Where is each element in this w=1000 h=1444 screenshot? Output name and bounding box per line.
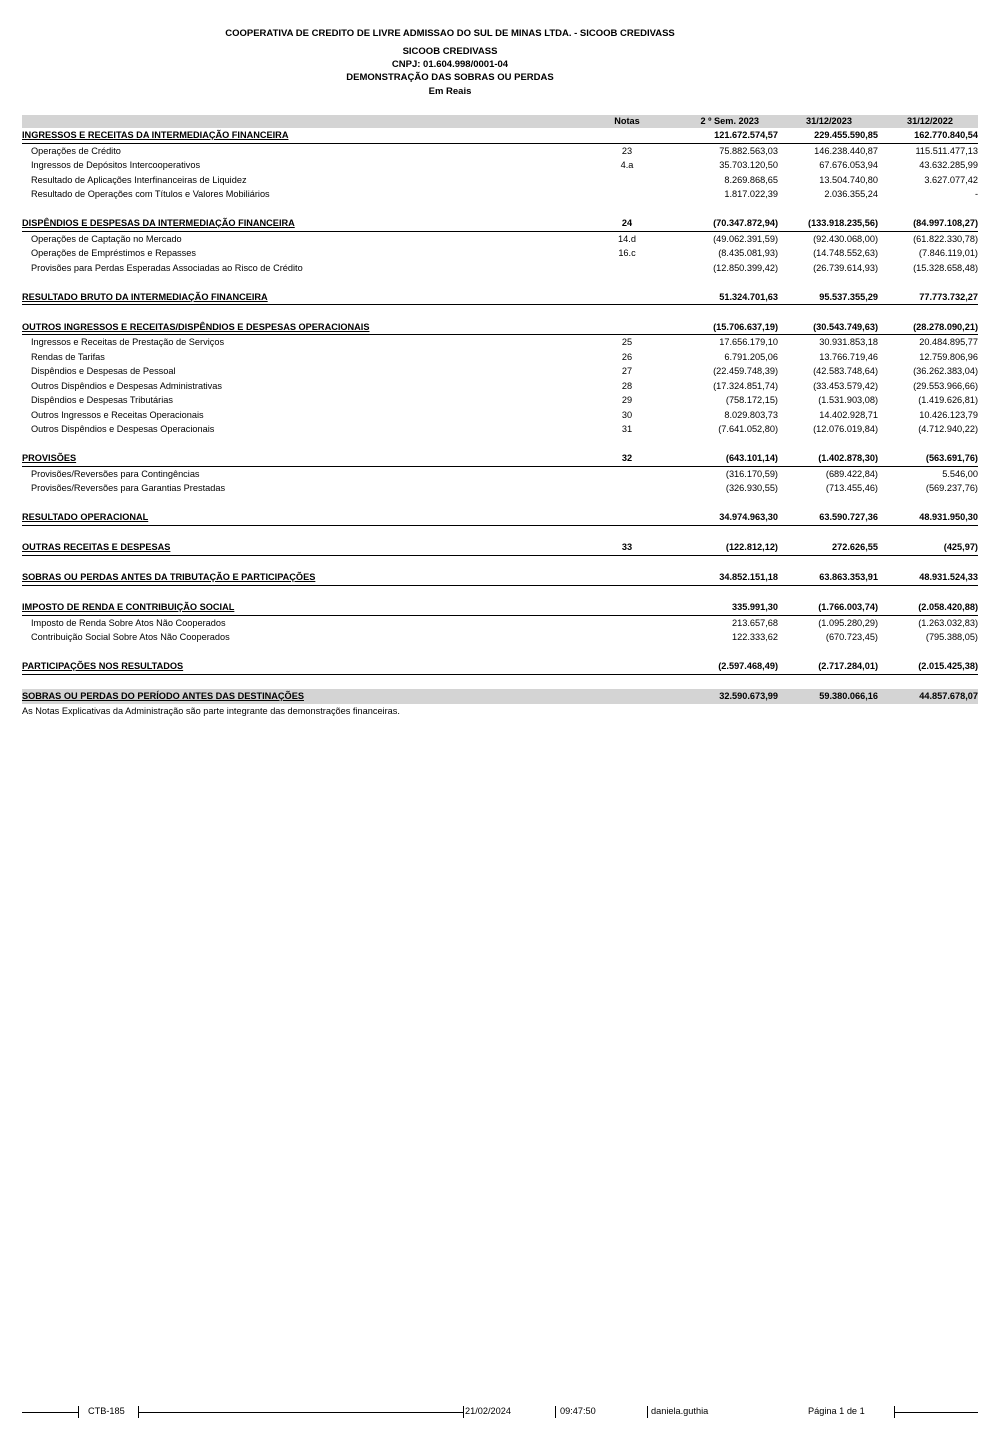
income-statement-table bbox=[22, 115, 978, 718]
footnote-row bbox=[22, 704, 978, 719]
value-2022-12-31: (36.262.383,04) bbox=[913, 366, 978, 376]
row-spacer bbox=[22, 305, 978, 320]
line-item-row bbox=[22, 630, 978, 645]
row-note: 25 bbox=[621, 337, 633, 347]
row-spacer bbox=[22, 275, 978, 290]
line-item-row bbox=[22, 616, 978, 631]
row-label: Ingressos e Receitas de Prestação de Serviços bbox=[31, 337, 225, 347]
row-label: Outros Dispêndios e Despesas Administrativas bbox=[31, 380, 222, 391]
row-note: 33 bbox=[621, 542, 633, 552]
value-2023-12-31: (670.723,45) bbox=[825, 632, 878, 642]
line-item-row bbox=[22, 232, 978, 247]
line-item-row bbox=[22, 187, 978, 202]
value-2023-12-31: (2.717.284,01) bbox=[818, 661, 878, 671]
report-user: daniela.guthia bbox=[651, 1406, 709, 1416]
value-2nd-sem-2023: 213.657,68 bbox=[732, 617, 778, 628]
value-2nd-sem-2023: 1.817.022,39 bbox=[724, 189, 778, 199]
value-2nd-sem-2023: 51.324.701,63 bbox=[719, 291, 778, 302]
line-item-row bbox=[22, 379, 978, 394]
value-2nd-sem-2023: (326.930,55) bbox=[725, 483, 778, 493]
value-2023-12-31: (133.918.235,56) bbox=[808, 218, 878, 228]
value-2023-12-31: 63.590.727,36 bbox=[819, 512, 878, 522]
value-2022-12-31: 162.770.840,54 bbox=[914, 130, 978, 140]
statement-title: DEMONSTRAÇÃO DAS SOBRAS OU PERDAS bbox=[346, 72, 554, 83]
final-row bbox=[22, 689, 978, 704]
column-2nd-semester-2023: 2 º Sem. 2023 bbox=[700, 116, 759, 126]
page-number: Página 1 de 1 bbox=[808, 1406, 865, 1416]
value-2nd-sem-2023: (7.641.052,80) bbox=[718, 424, 778, 434]
section-row bbox=[22, 600, 978, 616]
value-2023-12-31: (1.531.903,08) bbox=[818, 395, 878, 405]
value-2022-12-31: (1.263.032,83) bbox=[918, 617, 978, 628]
section-row bbox=[22, 216, 978, 232]
value-2022-12-31: (2.015.425,38) bbox=[918, 661, 978, 671]
value-2022-12-31: (569.237,76) bbox=[925, 483, 978, 493]
value-2nd-sem-2023: 121.672.574,57 bbox=[714, 130, 778, 140]
row-note: 27 bbox=[621, 366, 633, 376]
row-label: IMPOSTO DE RENDA E CONTRIBUIÇÃO SOCIAL bbox=[22, 602, 235, 612]
value-2023-12-31: 13.766.719,46 bbox=[819, 351, 878, 362]
value-2022-12-31: - bbox=[974, 189, 978, 199]
row-label: Dispêndios e Despesas Tributárias bbox=[31, 395, 173, 405]
row-label: OUTROS INGRESSOS E RECEITAS/DISPÊNDIOS E DESPESAS OPERACIONAIS bbox=[22, 321, 370, 332]
line-item-row bbox=[22, 364, 978, 379]
value-2022-12-31: 115.511.477,13 bbox=[915, 145, 978, 156]
line-item-row bbox=[22, 144, 978, 159]
row-note: 30 bbox=[621, 409, 633, 420]
report-time: 09:47:50 bbox=[560, 1406, 596, 1416]
row-spacer bbox=[22, 496, 978, 511]
value-2nd-sem-2023: 17.656.179,10 bbox=[719, 337, 778, 347]
section-row bbox=[22, 451, 978, 467]
page-footer bbox=[22, 1405, 978, 1419]
total-row bbox=[22, 540, 978, 556]
value-2023-12-31: (1.766.003,74) bbox=[818, 602, 878, 612]
company-name: COOPERATIVA DE CREDITO DE LIVRE ADMISSAO DO SUL DE MINAS LTDA. - SICOOB CREDIVASS bbox=[225, 28, 675, 39]
value-2023-12-31: 229.455.590,85 bbox=[814, 130, 878, 140]
row-spacer bbox=[22, 675, 978, 690]
value-2022-12-31: 44.857.678,07 bbox=[919, 691, 978, 701]
value-2nd-sem-2023: 34.974.963,30 bbox=[719, 512, 778, 522]
value-2nd-sem-2023: (15.706.637,19) bbox=[713, 321, 778, 332]
line-item-row bbox=[22, 408, 978, 423]
currency-unit: Em Reais bbox=[428, 86, 472, 97]
value-2023-12-31: (30.543.749,63) bbox=[813, 321, 878, 332]
line-item-row bbox=[22, 173, 978, 188]
row-label: PARTICIPAÇÕES NOS RESULTADOS bbox=[22, 661, 184, 671]
line-item-row bbox=[22, 481, 978, 496]
value-2nd-sem-2023: (22.459.748,39) bbox=[713, 366, 778, 376]
value-2022-12-31: (4.712.940,22) bbox=[918, 424, 978, 434]
value-2022-12-31: 10.426.123,79 bbox=[919, 409, 978, 420]
row-label: Contribuição Social Sobre Atos Não Cooperados bbox=[31, 632, 230, 642]
row-label: Operações de Captação no Mercado bbox=[31, 233, 182, 244]
row-note: 31 bbox=[621, 424, 633, 434]
value-2022-12-31: (15.328.658,48) bbox=[913, 262, 978, 273]
value-2023-12-31: 67.676.053,94 bbox=[819, 160, 878, 170]
value-2nd-sem-2023: 8.269.868,65 bbox=[724, 174, 778, 185]
row-label: Provisões/Reversões para Garantias Prestadas bbox=[31, 483, 226, 493]
row-label: Operações de Empréstimos e Repasses bbox=[31, 248, 196, 258]
value-2023-12-31: (12.076.019,84) bbox=[813, 424, 878, 434]
value-2022-12-31: (563.691,76) bbox=[925, 453, 978, 463]
row-label: RESULTADO BRUTO DA INTERMEDIAÇÃO FINANCEIRA bbox=[22, 291, 268, 302]
value-2023-12-31: 13.504.740,80 bbox=[819, 174, 878, 185]
row-note: 29 bbox=[621, 395, 633, 405]
value-2023-12-31: (92.430.068,00) bbox=[813, 233, 878, 244]
value-2nd-sem-2023: (8.435.081,93) bbox=[718, 248, 778, 258]
column-header-row bbox=[22, 115, 978, 128]
row-note: 28 bbox=[621, 380, 633, 391]
value-2nd-sem-2023: 75.882.563,03 bbox=[719, 145, 778, 156]
value-2023-12-31: 2.036.355,24 bbox=[824, 189, 878, 199]
value-2023-12-31: (713.455,46) bbox=[825, 483, 878, 493]
value-2022-12-31: (7.846.119,01) bbox=[918, 248, 978, 258]
value-2nd-sem-2023: (643.101,14) bbox=[725, 453, 778, 463]
value-2nd-sem-2023: (758.172,15) bbox=[725, 395, 778, 405]
entity-name: SICOOB CREDIVASS bbox=[402, 46, 498, 57]
line-item-row bbox=[22, 350, 978, 365]
value-2023-12-31: (1.095.280,29) bbox=[818, 617, 878, 628]
value-2022-12-31: 20.484.895,77 bbox=[919, 337, 978, 347]
value-2023-12-31: 146.238.440,87 bbox=[814, 145, 878, 156]
value-2022-12-31: (29.553.966,66) bbox=[913, 380, 978, 391]
value-2023-12-31: (42.583.748,64) bbox=[813, 366, 878, 376]
value-2nd-sem-2023: (316.170,59) bbox=[725, 468, 778, 479]
row-note: 4.a bbox=[620, 160, 634, 170]
line-item-row bbox=[22, 246, 978, 261]
row-spacer bbox=[22, 556, 978, 571]
value-2022-12-31: 5.546,00 bbox=[942, 468, 978, 479]
row-label: Outros Ingressos e Receitas Operacionais bbox=[31, 409, 204, 420]
value-2nd-sem-2023: 32.590.673,99 bbox=[719, 691, 778, 701]
row-spacer bbox=[22, 526, 978, 541]
row-label: Dispêndios e Despesas de Pessoal bbox=[31, 366, 176, 376]
row-label: Rendas de Tarifas bbox=[31, 351, 105, 362]
total-row bbox=[22, 570, 978, 586]
row-spacer bbox=[22, 645, 978, 660]
value-2022-12-31: 43.632.285,99 bbox=[919, 160, 978, 170]
section-row bbox=[22, 128, 978, 144]
column-notes: Notas bbox=[614, 116, 640, 126]
line-item-row bbox=[22, 335, 978, 350]
statement-rows bbox=[22, 128, 978, 718]
row-label: DISPÊNDIOS E DESPESAS DA INTERMEDIAÇÃO FINANCEIRA bbox=[22, 218, 295, 228]
row-label: Resultado de Operações com Títulos e Valores Mobiliários bbox=[31, 189, 270, 199]
row-label: Resultado de Aplicações Interfinanceiras de Liquidez bbox=[31, 174, 247, 185]
line-item-row bbox=[22, 158, 978, 173]
value-2023-12-31: 63.863.353,91 bbox=[819, 572, 878, 582]
line-item-row bbox=[22, 467, 978, 482]
row-label: RESULTADO OPERACIONAL bbox=[22, 512, 149, 522]
value-2022-12-31: 12.759.806,96 bbox=[919, 351, 978, 362]
value-2023-12-31: 95.537.355,29 bbox=[819, 291, 878, 302]
value-2022-12-31: (425,97) bbox=[943, 542, 978, 552]
row-spacer bbox=[22, 202, 978, 217]
line-item-row bbox=[22, 393, 978, 408]
row-label: Imposto de Renda Sobre Atos Não Cooperados bbox=[31, 617, 226, 628]
value-2023-12-31: 30.931.853,18 bbox=[819, 337, 878, 347]
value-2023-12-31: (26.739.614,93) bbox=[813, 262, 878, 273]
row-spacer bbox=[22, 437, 978, 452]
value-2023-12-31: 272.626,55 bbox=[832, 542, 878, 552]
row-spacer bbox=[22, 586, 978, 601]
value-2nd-sem-2023: (17.324.851,74) bbox=[713, 380, 778, 391]
value-2022-12-31: 3.627.077,42 bbox=[924, 174, 978, 185]
value-2023-12-31: (689.422,84) bbox=[825, 468, 878, 479]
report-code: CTB-185 bbox=[88, 1406, 125, 1416]
value-2nd-sem-2023: (122.812,12) bbox=[725, 542, 778, 552]
value-2022-12-31: 48.931.950,30 bbox=[919, 512, 978, 522]
total-row bbox=[22, 510, 978, 526]
value-2nd-sem-2023: 122.333,62 bbox=[732, 632, 778, 642]
value-2023-12-31: (1.402.878,30) bbox=[818, 453, 878, 463]
value-2022-12-31: 77.773.732,27 bbox=[919, 291, 978, 302]
total-row bbox=[22, 659, 978, 675]
value-2nd-sem-2023: 6.791.205,06 bbox=[724, 351, 778, 362]
row-label: As Notas Explicativas da Administração são parte integrante das demonstrações financeiras. bbox=[22, 705, 400, 716]
value-2nd-sem-2023: 34.852.151,18 bbox=[719, 572, 778, 582]
cnpj: CNPJ: 01.604.998/0001-04 bbox=[391, 59, 509, 70]
value-2022-12-31: (28.278.090,21) bbox=[913, 321, 978, 332]
value-2022-12-31: (2.058.420,88) bbox=[918, 602, 978, 612]
value-2023-12-31: (33.453.579,42) bbox=[813, 380, 878, 391]
row-label: Outros Dispêndios e Despesas Operacionais bbox=[31, 424, 215, 434]
value-2nd-sem-2023: (70.347.872,94) bbox=[713, 218, 778, 228]
row-note: 14.d bbox=[618, 233, 636, 244]
value-2022-12-31: (61.822.330,78) bbox=[913, 233, 978, 244]
value-2nd-sem-2023: (12.850.399,42) bbox=[713, 262, 778, 273]
total-row bbox=[22, 290, 978, 306]
value-2022-12-31: (84.997.108,27) bbox=[913, 218, 978, 228]
row-label: SOBRAS OU PERDAS ANTES DA TRIBUTAÇÃO E PARTICIPAÇÕES bbox=[22, 572, 316, 582]
value-2nd-sem-2023: (49.062.391,59) bbox=[713, 233, 778, 244]
value-2023-12-31: 59.380.066,16 bbox=[819, 691, 878, 701]
row-label: PROVISÕES bbox=[22, 453, 77, 463]
value-2nd-sem-2023: 35.703.120,50 bbox=[719, 160, 778, 170]
line-item-row bbox=[22, 261, 978, 276]
value-2nd-sem-2023: 335.991,30 bbox=[732, 602, 778, 612]
value-2022-12-31: (1.419.626,81) bbox=[918, 395, 978, 405]
row-label: OUTRAS RECEITAS E DESPESAS bbox=[22, 542, 171, 552]
row-note: 16.c bbox=[618, 248, 636, 258]
value-2023-12-31: (14.748.552,63) bbox=[813, 248, 878, 258]
row-note: 26 bbox=[621, 351, 633, 362]
row-note: 24 bbox=[621, 218, 633, 228]
column-2022-12-31: 31/12/2022 bbox=[907, 116, 953, 126]
value-2022-12-31: (795.388,05) bbox=[925, 632, 978, 642]
value-2nd-sem-2023: 8.029.803,73 bbox=[724, 409, 778, 420]
line-item-row bbox=[22, 422, 978, 437]
row-note: 32 bbox=[621, 453, 633, 463]
column-2023-12-31: 31/12/2023 bbox=[806, 116, 852, 126]
row-label: SOBRAS OU PERDAS DO PERÍODO ANTES DAS DESTINAÇÕES bbox=[22, 691, 304, 701]
row-label: Provisões para Perdas Esperadas Associadas ao Risco de Crédito bbox=[31, 262, 303, 273]
section-row bbox=[22, 320, 978, 336]
report-date: 21/02/2024 bbox=[465, 1406, 511, 1416]
row-label: Provisões/Reversões para Contingências bbox=[31, 468, 200, 479]
row-label: Operações de Crédito bbox=[31, 145, 121, 156]
row-label: Ingressos de Depósitos Intercooperativos bbox=[31, 160, 201, 170]
value-2022-12-31: 48.931.524,33 bbox=[919, 572, 978, 582]
value-2023-12-31: 14.402.928,71 bbox=[819, 409, 878, 420]
value-2nd-sem-2023: (2.597.468,49) bbox=[718, 661, 778, 671]
row-note: 23 bbox=[621, 145, 633, 156]
row-label: INGRESSOS E RECEITAS DA INTERMEDIAÇÃO FINANCEIRA bbox=[22, 130, 289, 140]
